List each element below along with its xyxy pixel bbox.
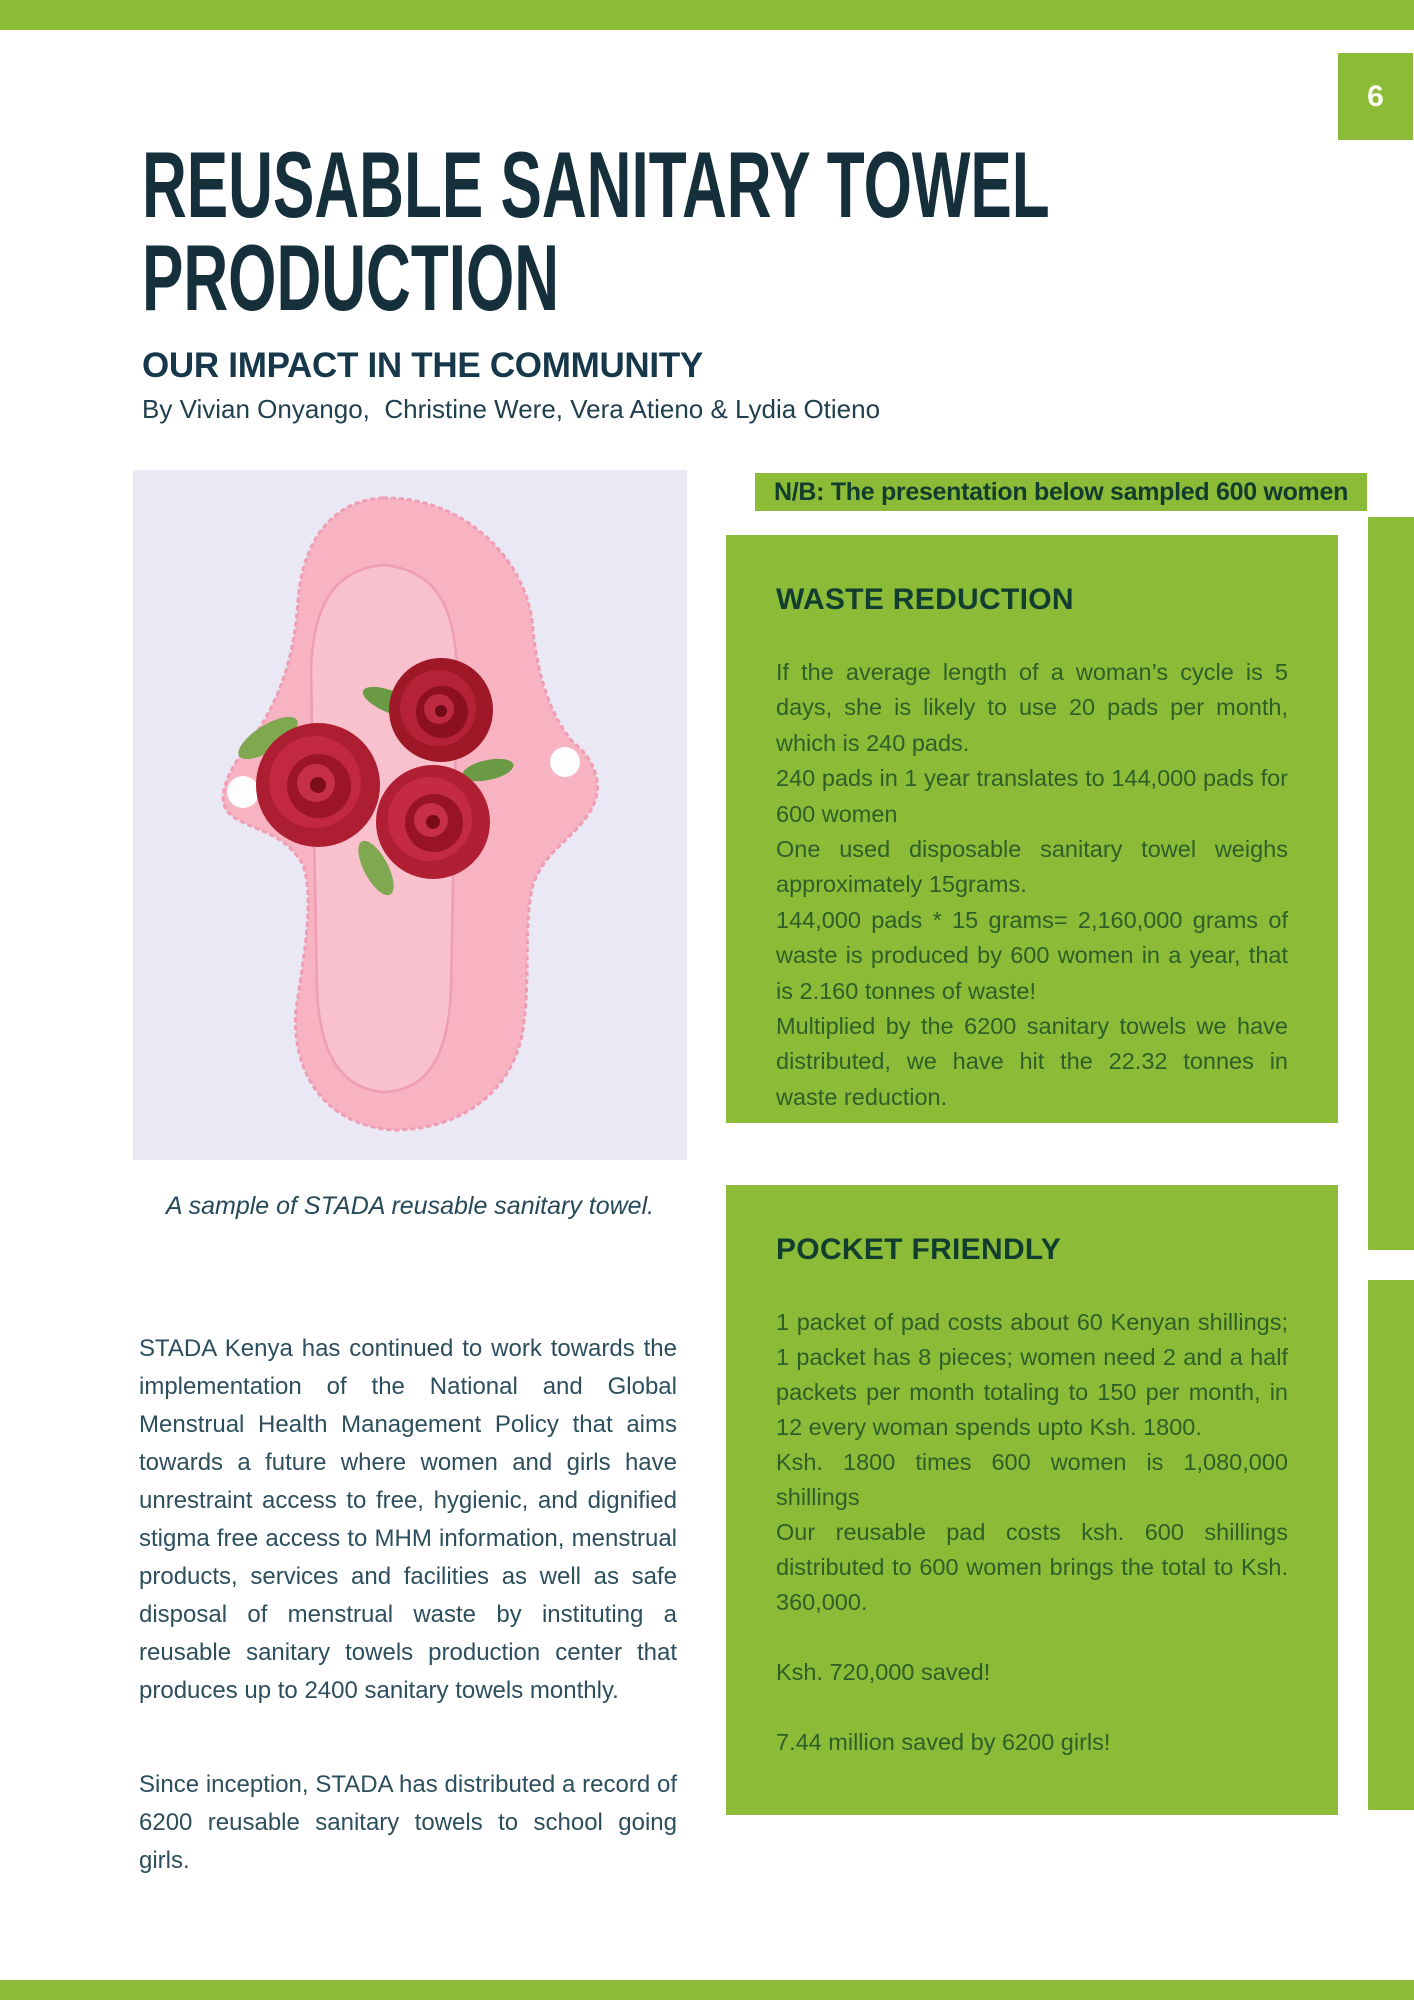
- pocket-friendly-heading: POCKET FRIENDLY: [776, 1233, 1062, 1266]
- photo-caption: A sample of STADA reusable sanitary towel.: [165, 1192, 655, 1220]
- pocket-paragraph: Ksh. 1800 times 600 women is 1,080,000 shillings: [776, 1449, 1288, 1510]
- byline: By Vivian Onyango, Christine Were, Vera Atieno & Lydia Otieno: [142, 394, 881, 424]
- waste-paragraph: Multiplied by the 6200 sanitary towels we have distributed, we have hit the 22.32 tonnes in waste reduction.: [776, 1013, 1288, 1110]
- pocket-friendly-box: [726, 1185, 1338, 1815]
- notice-banner: [755, 473, 1367, 511]
- pocket-paragraph: Our reusable pad costs ksh. 600 shillings distributed to 600 women brings the total to Ksh. 360,000.: [776, 1519, 1288, 1615]
- right-accent-column-top: [1368, 517, 1414, 1250]
- article-paragraph: STADA Kenya has continued to work towards the implementation of the National and Global Menstrual Health Management Policy that aims towards a future where women and girls have unrestraint access to free, hygienic, and dignified stigma free access to MHM information, menstrual products, services and facilities as well as safe disposal of menstrual waste by instituting a reusable sanitary towels production center that produces up to 2400 sanitary towels monthly.: [139, 1335, 677, 1704]
- page-title: [142, 132, 1050, 330]
- article-body: [139, 1330, 677, 1880]
- pocket-paragraph: 1 packet of pad costs about 60 Kenyan shillings; 1 packet has 8 pieces; women need 2 and a half packets per month totaling to 150 per month, in 12 every woman spends upto Ksh. 1800.: [776, 1309, 1288, 1440]
- top-accent-bar: [0, 0, 1414, 30]
- pocket-highlight-millions: 7.44 million saved by 6200 girls!: [776, 1729, 1111, 1755]
- waste-reduction-heading: WASTE REDUCTION: [776, 583, 1074, 616]
- pocket-highlight-saved: Ksh. 720,000 saved!: [776, 1659, 991, 1685]
- page-title-line2: PRODUCTION: [142, 225, 560, 330]
- page-number: 6: [1367, 79, 1384, 113]
- pad-snap-right: [550, 747, 580, 777]
- rose-top-right: [389, 658, 493, 762]
- pad-photo-illustration: [133, 470, 687, 1160]
- waste-paragraph: 240 pads in 1 year translates to 144,000 pads for 600 women: [776, 765, 1288, 827]
- pocket-friendly-body: [776, 1305, 1288, 1760]
- bottom-accent-bar: [0, 1980, 1414, 2000]
- page-title-line1: REUSABLE SANITARY TOWEL: [142, 132, 1050, 237]
- waste-paragraph: 144,000 pads * 15 grams= 2,160,000 grams of waste is produced by 600 women in a year, that is 2.160 tonnes of waste!: [776, 906, 1288, 1004]
- pad-photo: [133, 470, 687, 1160]
- waste-reduction-body: [776, 655, 1288, 1115]
- page-subtitle: OUR IMPACT IN THE COMMUNITY: [142, 346, 703, 385]
- waste-paragraph: One used disposable sanitary towel weighs approximately 15grams.: [776, 836, 1288, 898]
- rose-left: [256, 723, 380, 847]
- page-number-badge: [1338, 53, 1413, 140]
- notice-text: N/B: The presentation below sampled 600 women: [773, 477, 1349, 506]
- rose-bottom-right: [376, 765, 490, 879]
- article-paragraph: Since inception, STADA has distributed a record of 6200 reusable sanitary towels to school going girls.: [139, 1771, 677, 1874]
- waste-paragraph: If the average length of a woman’s cycle is 5 days, she is likely to use 20 pads per month, which is 240 pads.: [776, 659, 1288, 756]
- right-accent-column-bottom: [1368, 1280, 1414, 1810]
- pad-snap-left: [227, 776, 259, 808]
- waste-reduction-box: [726, 535, 1338, 1123]
